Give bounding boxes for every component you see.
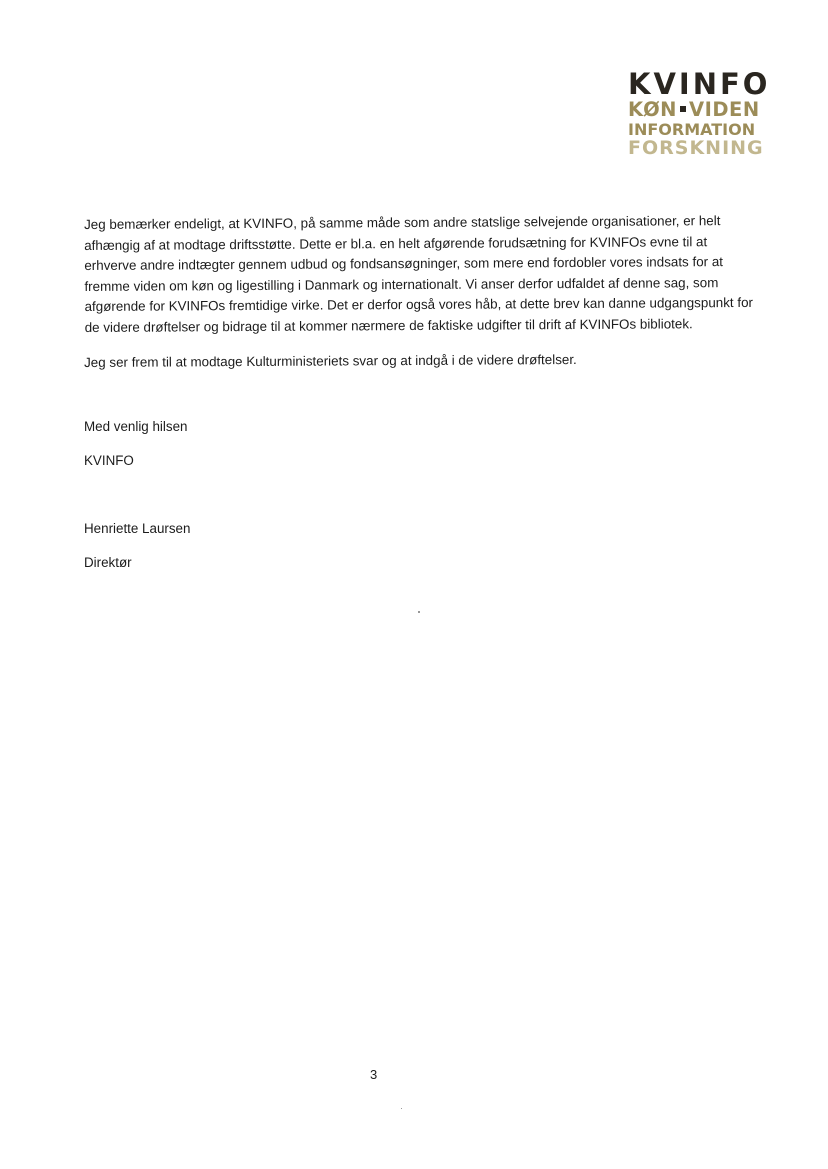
page-number: 3: [370, 1067, 378, 1082]
logo-tagline-1-left: KØN: [628, 98, 677, 121]
body-paragraph-1: Jeg bemærker endeligt, at KVINFO, på samme måde som andre statslige selvejende organisationer, er helt afhængig af at modtage driftsstøtte. Dette er bl.a. en helt afgørende forudsætning for KVINFOs evne til at erhverve andre indtægter gennem udbud og fondsansøgninger, som mere end fordobler vores indsats for at fremme viden om køn og ligestilling i Danmark og internationalt. Vi anser derfor udfaldet af denne sag, som afgørende for KVINFOs fremtidige virke. Det er derfor også vores håb, at dette brev kan danne udgangspunkt for de videre drøftelser og bidrage til at kommer nærmere de faktiske udgifter til drift af KVINFOs bibliotek.: [84, 213, 753, 335]
scan-speck: [401, 1108, 402, 1109]
signatory-name: Henriette Laursen: [84, 521, 191, 536]
kvinfo-logo: [628, 67, 771, 159]
body-paragraph-2: Jeg ser frem til at modtage Kulturministeriets svar og at indgå i de videre drøftelser.: [84, 351, 577, 370]
logo-tagline-1-right: VIDEN: [688, 98, 760, 121]
scan-speck: [418, 611, 420, 613]
closing-salutation: Med venlig hilsen: [84, 419, 188, 434]
signature-organization: KVINFO: [84, 453, 134, 468]
logo-tagline-2: INFORMATION: [628, 119, 756, 139]
logo-title: KVINFO: [628, 67, 771, 101]
logo-tagline-3: FORSKNING: [628, 136, 764, 159]
signatory-title: Direktør: [84, 555, 132, 570]
logo-tagline-1: [628, 100, 768, 120]
logo-square-icon: [680, 106, 686, 112]
